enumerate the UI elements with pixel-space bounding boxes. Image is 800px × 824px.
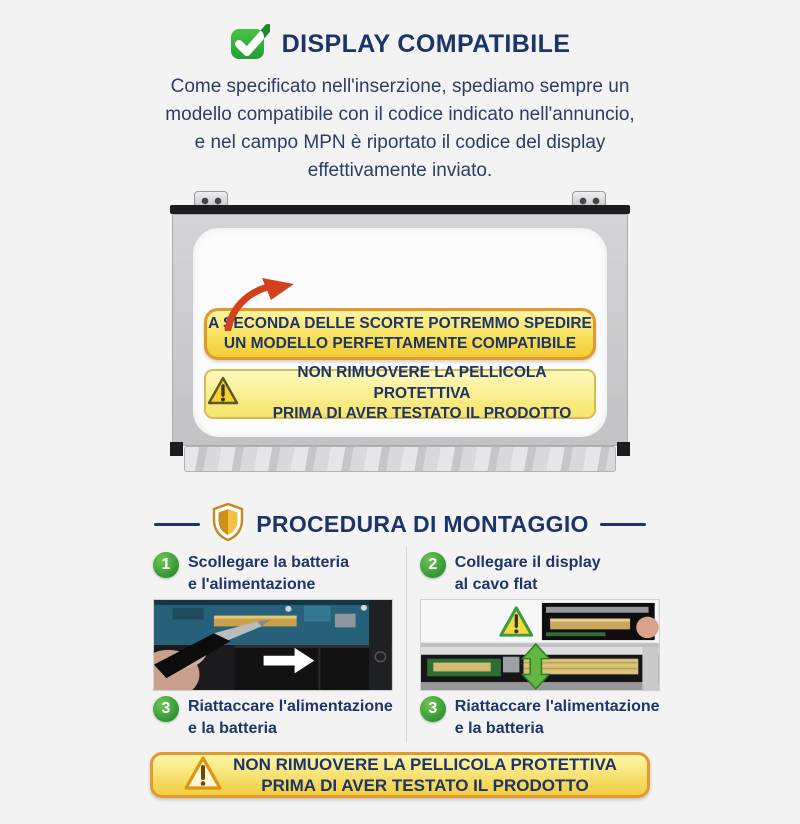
step-text-line: al cavo flat bbox=[454, 575, 538, 593]
panel-corner-left bbox=[170, 442, 183, 456]
warning-triangle-icon bbox=[183, 755, 223, 796]
intro-paragraph bbox=[0, 73, 800, 185]
step-text-line: e la batteria bbox=[188, 719, 277, 737]
panel-foil-strip bbox=[184, 446, 616, 472]
step-1 bbox=[153, 547, 393, 599]
step-number-badge: 2 bbox=[420, 552, 446, 578]
panel-corner-right bbox=[617, 442, 630, 456]
panel-top-edge bbox=[170, 205, 630, 214]
step-2 bbox=[420, 547, 660, 599]
film-warning-banner bbox=[204, 364, 596, 423]
procedure-header bbox=[0, 505, 800, 543]
divider-rule-left bbox=[154, 523, 200, 526]
step-text-line: Collegare il display bbox=[454, 554, 601, 571]
intro-line: Come specificato nell'inserzione, spediamo sempre un bbox=[170, 76, 630, 97]
intro-line: e nel campo MPN è riportato il codice del display bbox=[194, 132, 606, 153]
stock-banner-line: A SECONDA DELLE SCORTE POTREMMO SPEDIRE bbox=[208, 314, 592, 332]
warning-triangle-icon bbox=[206, 375, 240, 413]
step-text-line: Riattaccare l'alimentazione bbox=[454, 698, 660, 715]
laptop-panel-graphic bbox=[170, 191, 630, 483]
step-text-line: Riattaccare l'alimentazione bbox=[188, 698, 393, 715]
stock-banner-line: UN MODELLO PERFETTAMENTE COMPATIBILE bbox=[223, 335, 577, 352]
photo-disconnect-battery bbox=[153, 599, 393, 691]
page-header bbox=[0, 24, 800, 64]
film-warning-line: PRIMA DI AVER TESTATO IL PRODOTTO bbox=[272, 405, 572, 423]
step-text-line: Scollegare la batteria bbox=[188, 554, 349, 571]
page-title: DISPLAY COMPATIBILE bbox=[281, 29, 571, 58]
footer-warning-line: NON RIMUOVERE LA PELLICOLA PROTETTIVA bbox=[233, 754, 617, 774]
procedure-title: PROCEDURA DI MONTAGGIO bbox=[256, 510, 589, 537]
step-number-badge: 3 bbox=[153, 696, 179, 722]
step-number-badge: 3 bbox=[420, 696, 446, 722]
checkmark-icon bbox=[230, 24, 270, 65]
intro-line: effettivamente inviato. bbox=[307, 160, 493, 181]
step-3-right bbox=[420, 691, 660, 743]
procedure-steps bbox=[153, 547, 660, 743]
red-curved-arrow-icon bbox=[220, 277, 298, 336]
divider-rule-right bbox=[600, 523, 646, 526]
photo-connect-flat-cable bbox=[420, 599, 660, 691]
intro-line: modello compatibile con il codice indicato nell'annuncio, bbox=[165, 104, 635, 125]
footer-warning-banner bbox=[150, 752, 650, 798]
shield-icon bbox=[211, 503, 245, 546]
step-text-line: e la batteria bbox=[454, 719, 544, 737]
film-warning-line: NON RIMUOVERE LA PELLICOLA PROTETTIVA bbox=[297, 364, 547, 402]
step-number-badge: 1 bbox=[153, 552, 179, 578]
footer-warning-line: PRIMA DI AVER TESTATO IL PRODOTTO bbox=[261, 776, 589, 795]
step-text-line: e l'alimentazione bbox=[188, 575, 316, 593]
steps-column-left bbox=[153, 547, 407, 743]
steps-column-right bbox=[407, 547, 660, 743]
step-3-left bbox=[153, 691, 393, 743]
